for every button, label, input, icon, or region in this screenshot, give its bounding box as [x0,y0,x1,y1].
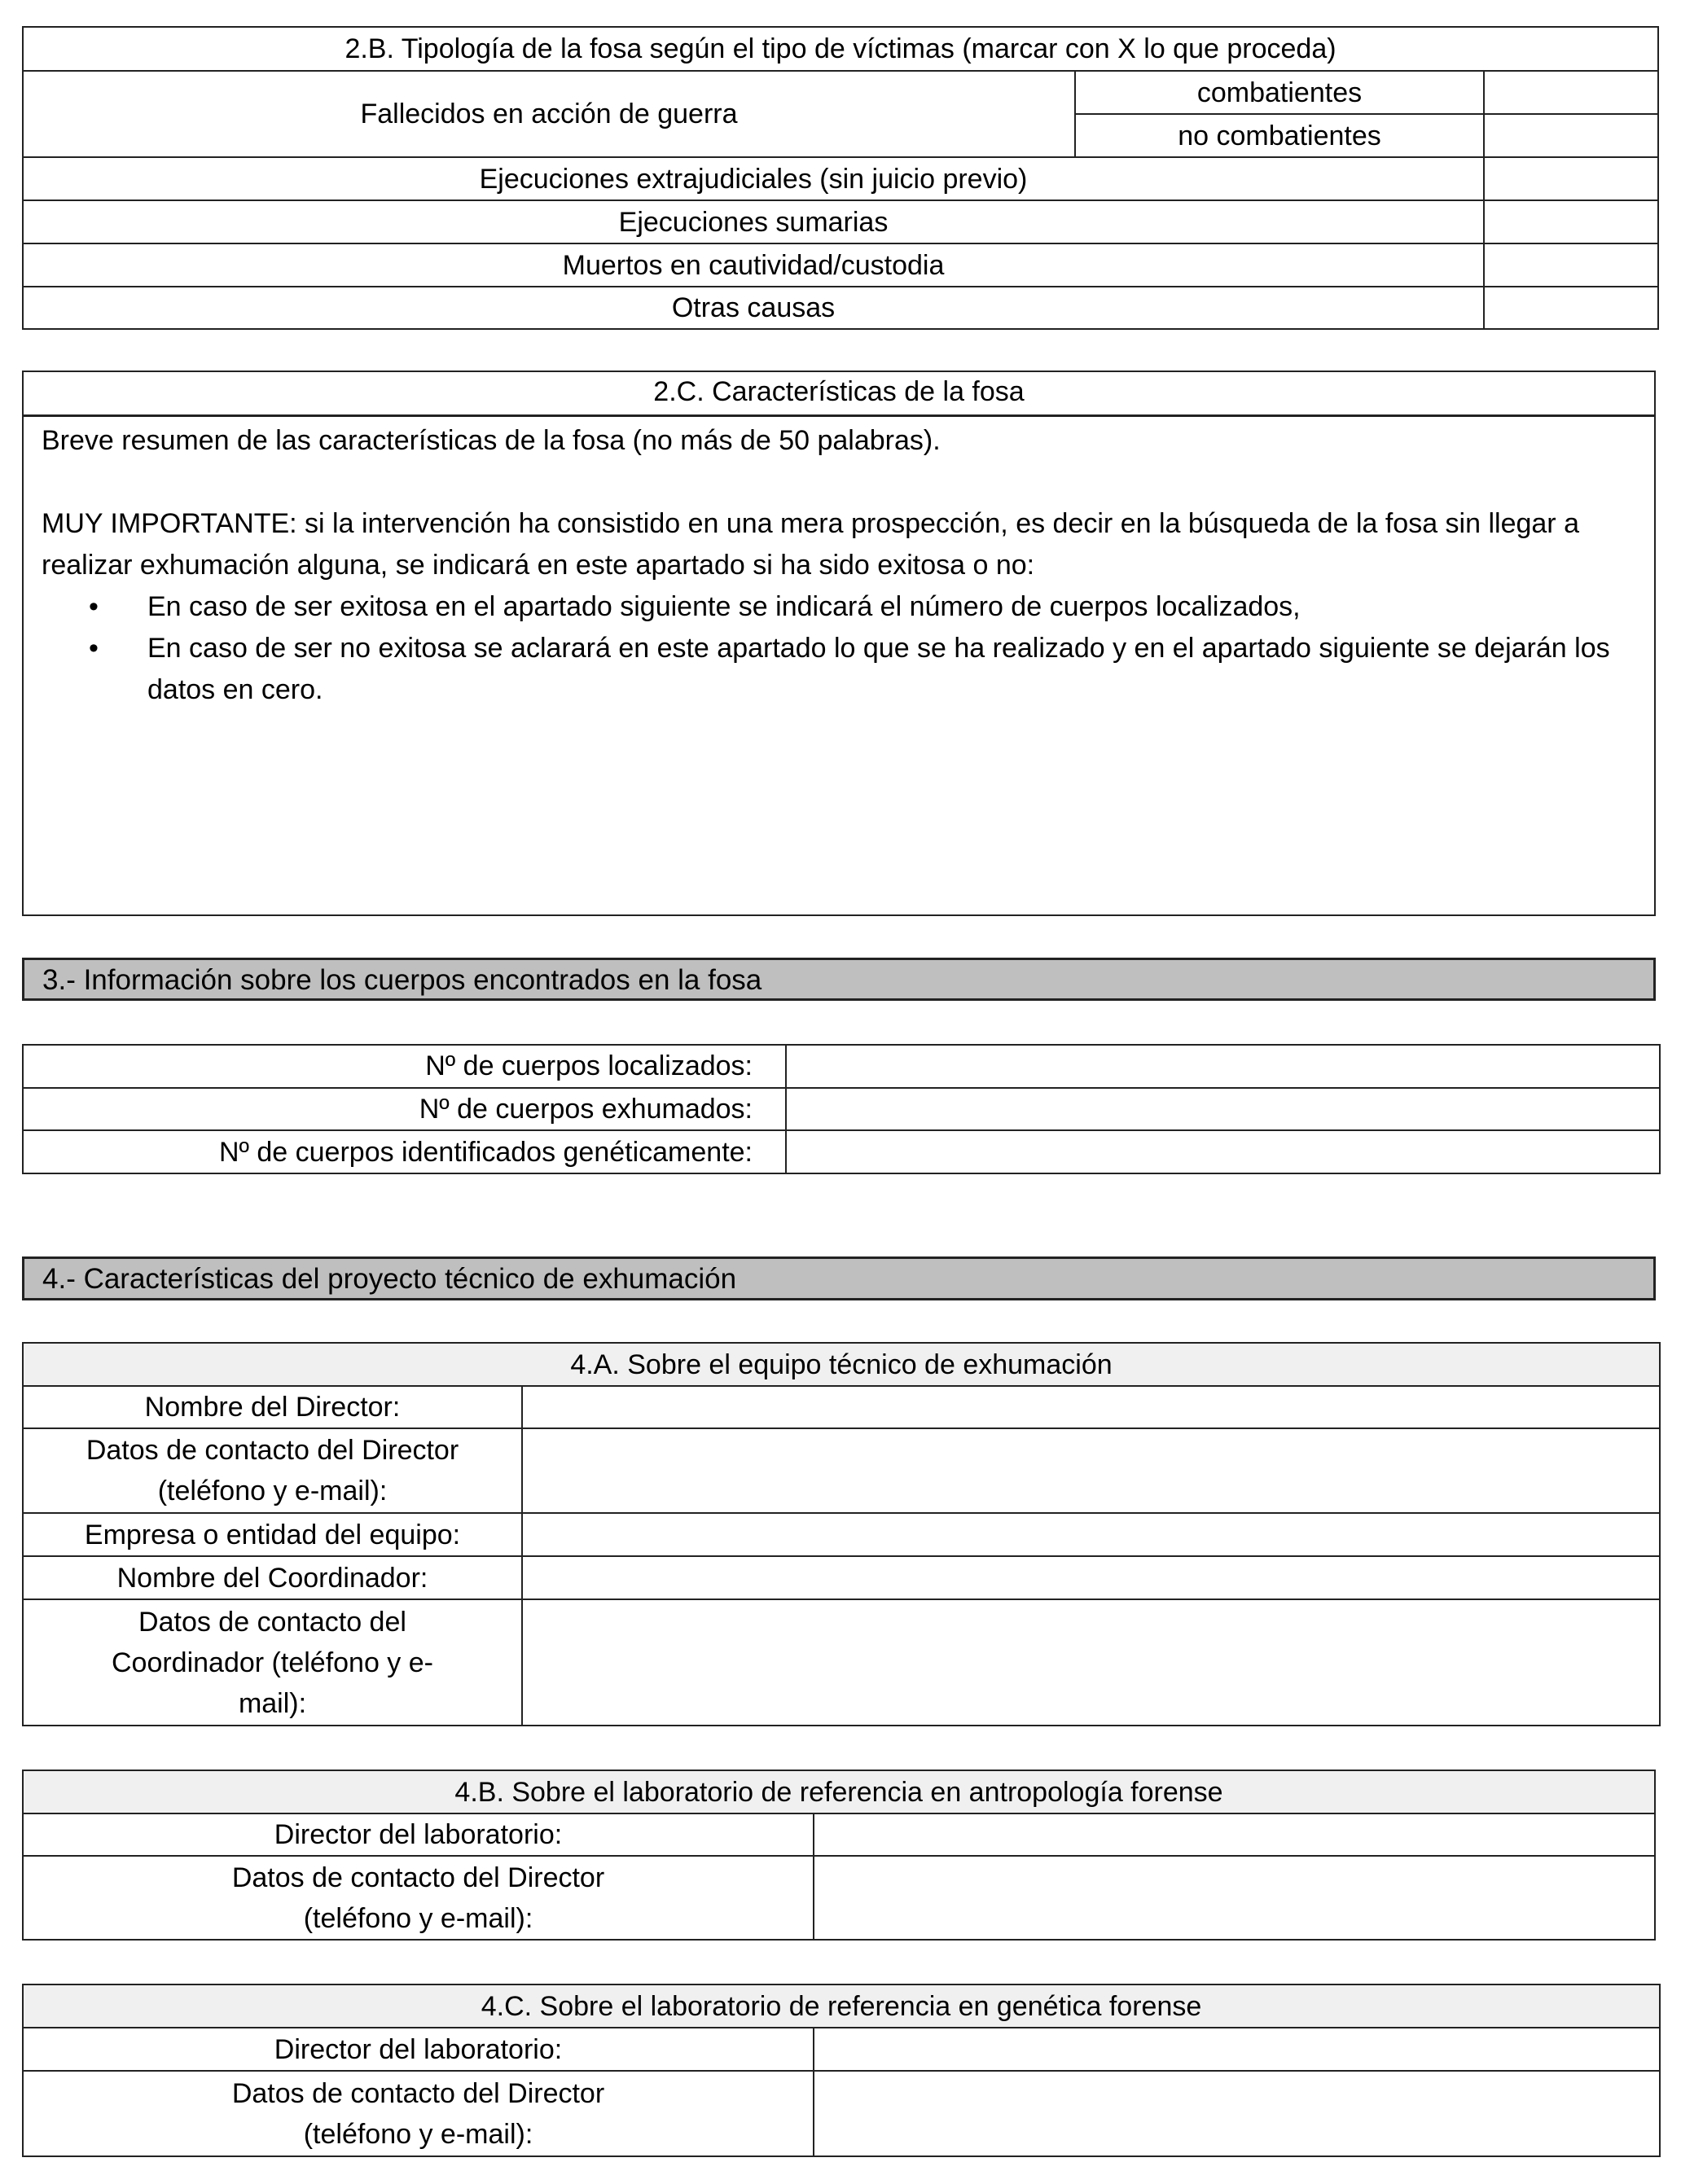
section-2c-bullet-list [42,586,1636,711]
combatants-mark-cell[interactable] [1484,71,1658,114]
non-combatants-mark-cell[interactable] [1484,114,1658,157]
genetics-lab-contact-label: Datos de contacto del Director (teléfono y e-mail): [23,2071,814,2156]
genetics-lab-director-input[interactable] [814,2028,1660,2071]
summary-executions-label: Ejecuciones sumarias [23,200,1484,243]
other-causes-label: Otras causas [23,287,1484,329]
captivity-deaths-label: Muertos en cautividad/custodia [23,243,1484,287]
table-4c-genetics-lab [22,1984,1661,2155]
director-contact-label: Datos de contacto del Director (teléfono y e-mail): [23,1428,522,1513]
bullet-text: En caso de ser exitosa en el apartado siguiente se indicará el número de cuerpos localizados, [147,591,1301,622]
bodies-located-label: Nº de cuerpos localizados: [23,1045,786,1088]
list-item [89,628,1636,711]
genetics-lab-director-label: Director del laboratorio: [23,2028,814,2071]
table-4a-title: 4.A. Sobre el equipo técnico de exhumación [23,1343,1660,1386]
section-2c-grave-characteristics [22,371,1656,916]
combatants-label: combatientes [1075,71,1484,114]
table-4c-title: 4.C. Sobre el laboratorio de referencia en genética forense [23,1984,1660,2028]
extrajudicial-mark-cell[interactable] [1484,157,1658,200]
bodies-located-input[interactable] [786,1045,1660,1088]
team-company-label: Empresa o entidad del equipo: [23,1513,522,1556]
non-combatants-label: no combatientes [1075,114,1484,157]
coordinator-contact-input[interactable] [522,1599,1660,1726]
coordinator-name-label: Nombre del Coordinador: [23,1556,522,1599]
section-2c-intro: Breve resumen de las características de la fosa (no más de 50 palabras). [42,425,941,456]
table-4a-exhumation-team [22,1342,1661,1726]
bodies-exhumed-input[interactable] [786,1088,1660,1131]
section-2c-important-note: MUY IMPORTANTE: si la intervención ha consistido en una mera prospección, es decir en la búsqueda de la fosa sin llegar a realizar exhumación alguna, se indicará en este apartado si ha sido exitosa o no: [42,508,1579,581]
bodies-exhumed-label: Nº de cuerpos exhumados: [23,1088,786,1131]
anthro-lab-director-label: Director del laboratorio: [23,1813,814,1856]
table-bodies-count [22,1044,1661,1174]
section-2c-textarea[interactable] [24,417,1654,714]
captivity-deaths-mark-cell[interactable] [1484,243,1658,287]
table-2b-title: 2.B. Tipología de la fosa según el tipo de víctimas (marcar con X lo que proceda) [23,27,1658,71]
bodies-identified-input[interactable] [786,1130,1660,1173]
coordinator-name-input[interactable] [522,1556,1660,1599]
anthro-lab-contact-label: Datos de contacto del Director (teléfono y e-mail): [23,1856,814,1940]
summary-executions-mark-cell[interactable] [1484,200,1658,243]
director-contact-input[interactable] [522,1428,1660,1513]
bodies-identified-label: Nº de cuerpos identificados genéticamente: [23,1130,786,1173]
table-2b-victim-typology [22,26,1659,328]
genetics-lab-contact-input[interactable] [814,2071,1660,2156]
section-2c-title: 2.C. Características de la fosa [24,372,1654,417]
director-name-input[interactable] [522,1386,1660,1428]
list-item [89,586,1636,628]
bullet-text: En caso de ser no exitosa se aclarará en este apartado lo que se ha realizado y en el apartado siguiente se dejarán los datos en cero. [147,633,1610,705]
team-company-input[interactable] [522,1513,1660,1556]
anthro-lab-director-input[interactable] [814,1813,1655,1856]
coordinator-contact-label: Datos de contacto del Coordinador (teléfono y e-mail): [23,1599,522,1726]
anthro-lab-contact-input[interactable] [814,1856,1655,1940]
section-3-header: 3.- Información sobre los cuerpos encontrados en la fosa [22,958,1656,1001]
other-causes-mark-cell[interactable] [1484,287,1658,329]
extrajudicial-label: Ejecuciones extrajudiciales (sin juicio previo) [23,157,1484,200]
director-name-label: Nombre del Director: [23,1386,522,1428]
section-4-header: 4.- Características del proyecto técnico de exhumación [22,1256,1656,1300]
table-4b-anthropology-lab [22,1770,1656,1939]
war-deaths-label: Fallecidos en acción de guerra [23,71,1075,157]
bullet-icon: • [89,591,99,622]
table-4b-title: 4.B. Sobre el laboratorio de referencia en antropología forense [23,1770,1655,1813]
bullet-icon: • [89,633,99,664]
